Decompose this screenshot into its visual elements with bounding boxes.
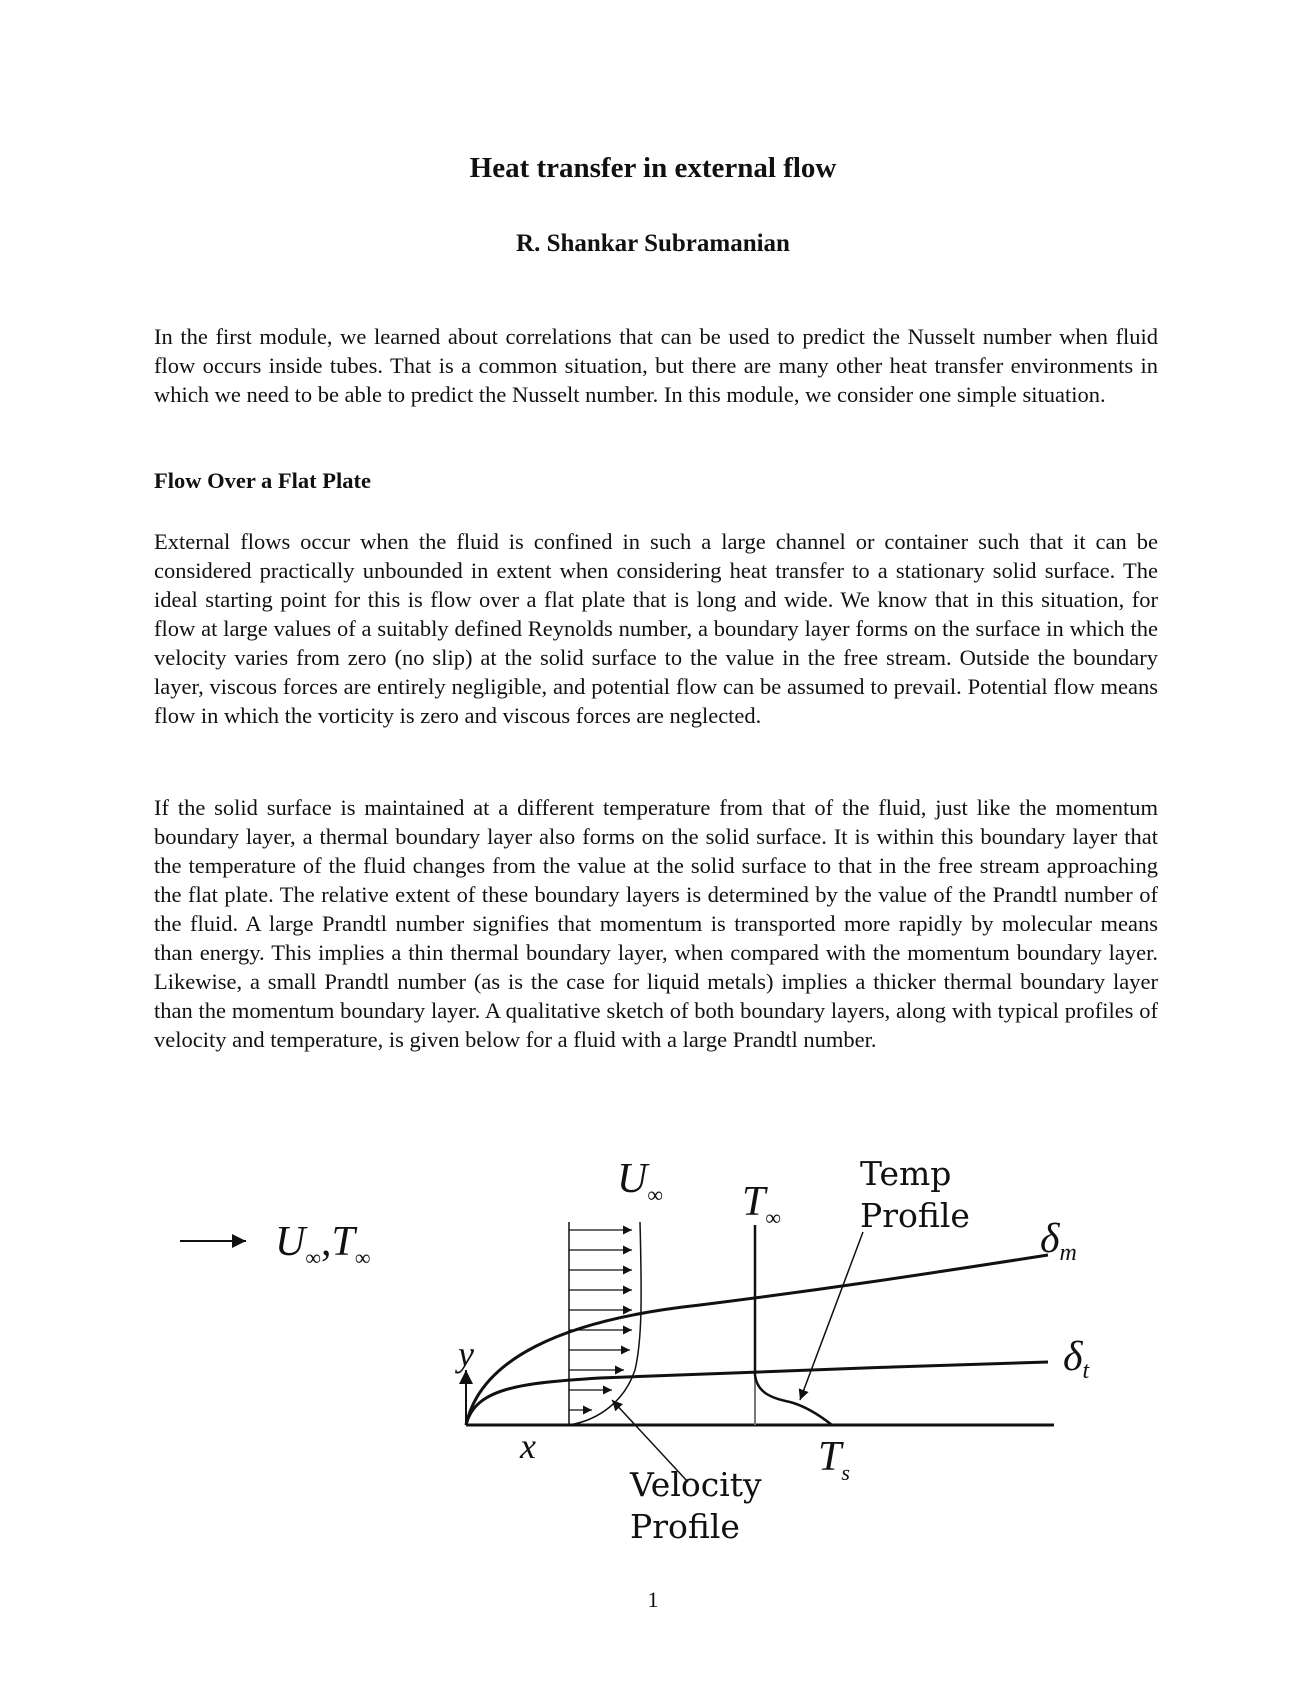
boundary-layer-figure bbox=[0, 1130, 1306, 1570]
intro-paragraph: In the first module, we learned about correlations that can be used to predict the Nusselt number when fluid flow occurs inside tubes. That is a common situation, but there are many other heat transfer environments in which we need to be able to predict the Nusselt number. In this module, we consider one simple situation. bbox=[154, 324, 1158, 407]
thermal-boundary-layer-curve bbox=[466, 1362, 1048, 1425]
x-axis-label: x bbox=[520, 1426, 536, 1466]
velocity-arrows bbox=[569, 1230, 632, 1410]
velocity-profile bbox=[569, 1222, 641, 1425]
temp-profile-pointer bbox=[800, 1232, 863, 1400]
t-surface-label: $T_s$ bbox=[818, 1434, 850, 1485]
temperature-profile-curve bbox=[755, 1225, 832, 1425]
temp-profile-label: Temp Profile bbox=[860, 1154, 970, 1235]
page-number: 1 bbox=[647, 1587, 659, 1612]
velocity-profile-curve bbox=[569, 1222, 641, 1425]
body-paragraph-2: If the solid surface is maintained at a different temperature from that of the fluid, just like the momentum boundary layer, a thermal boundary layer also forms on the solid surface. It is within this boundary layer that the temperature of the fluid changes from the value at the solid surface to that in the free stream approaching the flat plate. The relative extent of these boundary layers is determined by the value of the Prandtl number of the fluid. A large Prandtl number signifies that momentum is transported more rapidly by molecular means than energy. This implies a thin thermal boundary layer, when compared with the momentum boundary layer. Likewise, a small Prandtl number (as is the case for liquid metals) implies a thicker thermal boundary layer than the momentum boundary layer. A qualitative sketch of both boundary layers, along with typical profiles of velocity and temperature, is given below for a fluid with a large Prandtl number. bbox=[154, 795, 1158, 1052]
freestream-label: $U_\infty,T_\infty$ bbox=[275, 1219, 371, 1270]
momentum-boundary-layer-curve bbox=[466, 1255, 1048, 1425]
y-axis-label: y bbox=[458, 1334, 474, 1374]
author-name: R. Shankar Subramanian bbox=[516, 230, 790, 257]
freestream-indicator bbox=[180, 1219, 371, 1270]
temperature-profile bbox=[755, 1225, 832, 1425]
u-infinity-label: $U_\infty$ bbox=[617, 1156, 664, 1207]
document-title: Heat transfer in external flow bbox=[469, 152, 837, 184]
velocity-profile-label: Velocity Profile bbox=[630, 1465, 762, 1546]
delta-t-label: δt bbox=[1063, 1334, 1090, 1384]
section-heading: Flow Over a Flat Plate bbox=[154, 468, 372, 493]
t-infinity-label: $T_\infty$ bbox=[742, 1179, 782, 1230]
body-paragraph-1: External flows occur when the fluid is confined in such a large channel or container such that it can be considered practically unbounded in extent when considering heat transfer to a stationary solid surface. The ideal starting point for this is flow over a flat plate that is long and wide. We know that in this situation, for flow at large values of a suitably defined Reynolds number, a boundary layer forms on the surface in which the velocity varies from zero (no slip) at the solid surface to the value in the free stream. Outside the boundary layer, viscous forces are entirely negligible, and potential flow can be assumed to prevail. Potential flow means flow in which the vorticity is zero and viscous forces are neglected. bbox=[154, 529, 1158, 728]
delta-m-label: δm bbox=[1040, 1216, 1077, 1266]
